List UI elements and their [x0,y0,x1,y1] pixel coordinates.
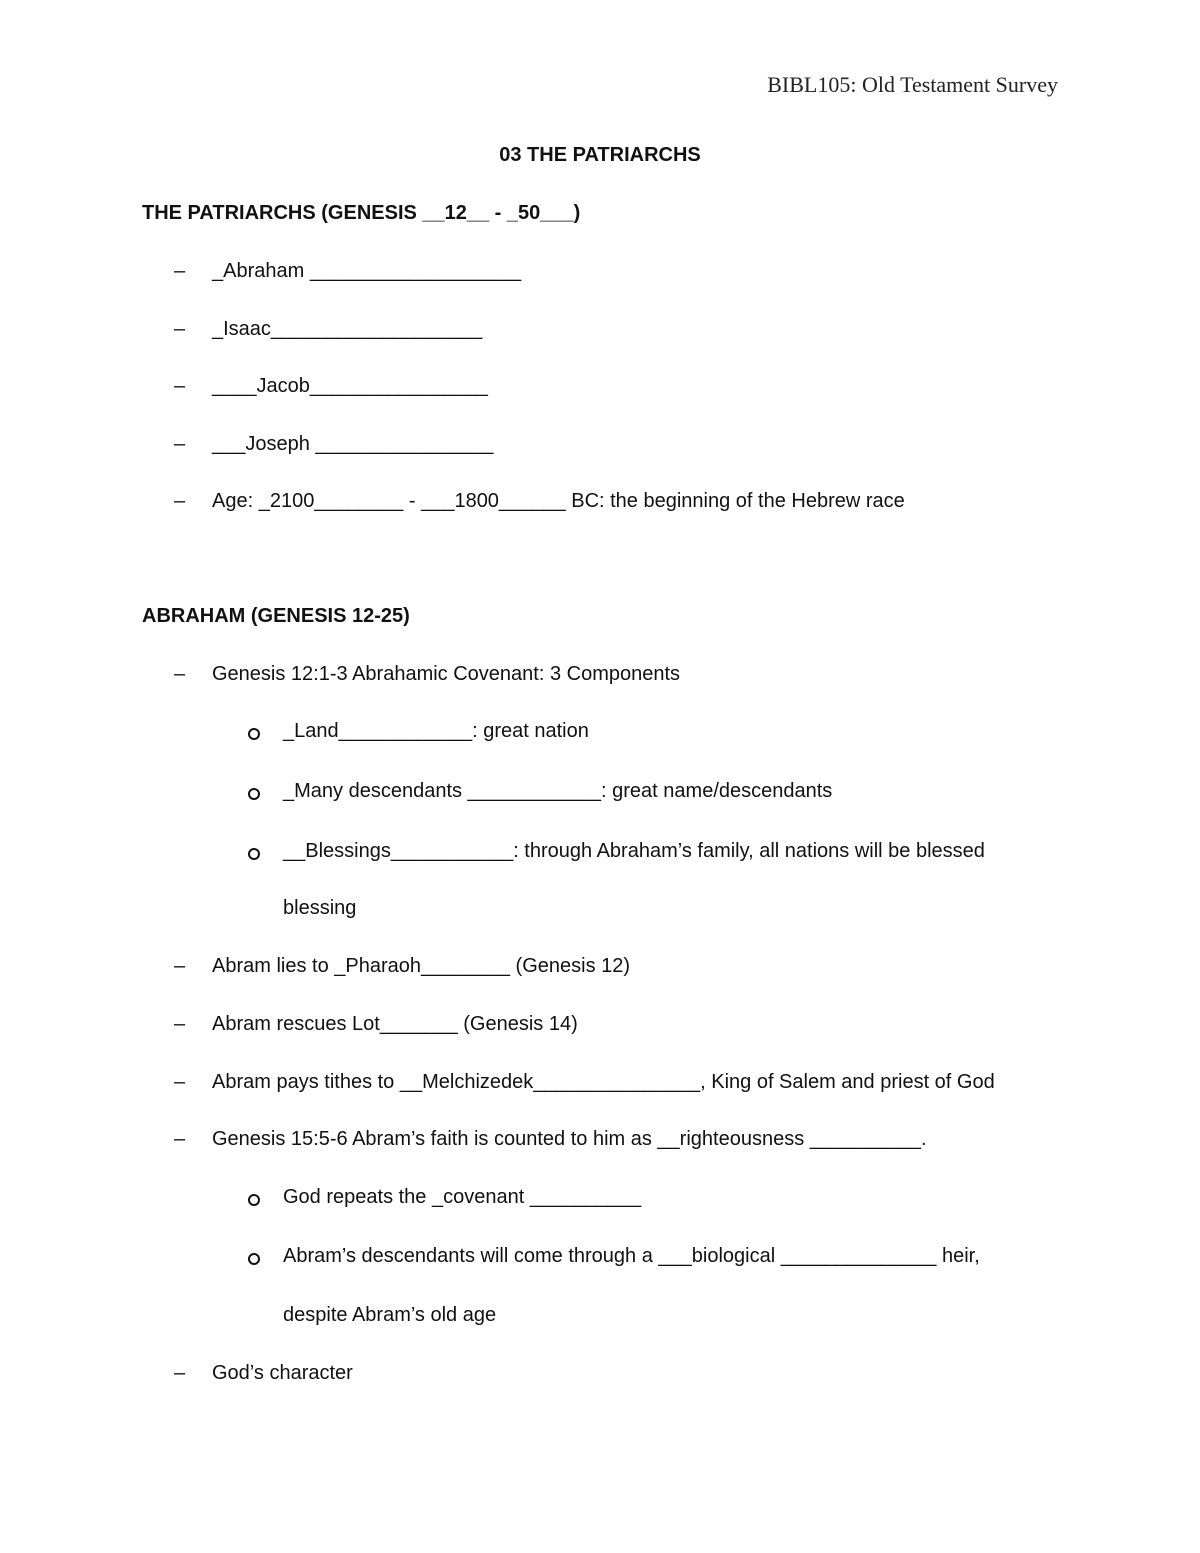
sub-item-covenant-repeat: God repeats the _covenant __________ [283,1186,642,1208]
circle-bullet-icon [248,848,260,860]
list-item-pharaoh: Abram lies to _Pharaoh________ (Genesis 12) [212,955,631,977]
sub-item-descendants: _Many descendants ____________: great name/descendants [283,780,833,802]
section-heading-abraham: ABRAHAM (GENESIS 12-25) [142,605,410,627]
circle-bullet-icon [248,1253,260,1265]
list-dash: – [174,1362,186,1384]
list-dash: – [174,260,186,282]
list-item-lot: Abram rescues Lot_______ (Genesis 14) [212,1013,578,1035]
list-dash: – [174,1128,186,1150]
list-dash: – [174,1013,186,1035]
list-item-gods-character: God’s character [212,1362,353,1384]
sub-item-blessings: __Blessings___________: through Abraham’s family, all nations will be blessed [283,840,985,862]
page-header: BIBL105: Old Testament Survey [767,72,1058,97]
list-dash: – [174,433,186,455]
document-title: 03 THE PATRIARCHS [499,144,701,166]
list-dash: – [174,318,186,340]
sub-item-heir-continuation: despite Abram’s old age [283,1304,497,1326]
circle-bullet-icon [248,788,260,800]
list-dash: – [174,375,186,397]
list-item-tithes: Abram pays tithes to __Melchizedek_______________, King of Salem and priest of God [212,1071,995,1093]
list-item-isaac: _Isaac___________________ [212,318,483,340]
list-dash: – [174,955,186,977]
sub-item-biological-heir: Abram’s descendants will come through a ___biological ______________ heir, [283,1245,980,1267]
sub-item-land: _Land____________: great nation [283,720,589,742]
list-dash: – [174,490,186,512]
circle-bullet-icon [248,728,260,740]
list-item-faith: Genesis 15:5-6 Abram’s faith is counted to him as __righteousness __________. [212,1128,927,1150]
list-item-age: Age: _2100________ - ___1800______ BC: the beginning of the Hebrew race [212,490,905,512]
list-item-joseph: ___Joseph ________________ [212,433,494,455]
circle-bullet-icon [248,1194,260,1206]
list-dash: – [174,1071,186,1093]
list-dash: – [174,663,186,685]
list-item-abraham: _Abraham ___________________ [212,260,522,282]
list-item-covenant: Genesis 12:1-3 Abrahamic Covenant: 3 Components [212,663,681,685]
list-item-jacob: ____Jacob________________ [212,375,488,397]
section-heading-patriarchs: THE PATRIARCHS (GENESIS __12__ - _50___) [142,202,581,224]
sub-item-blessings-continuation: blessing [283,897,357,919]
